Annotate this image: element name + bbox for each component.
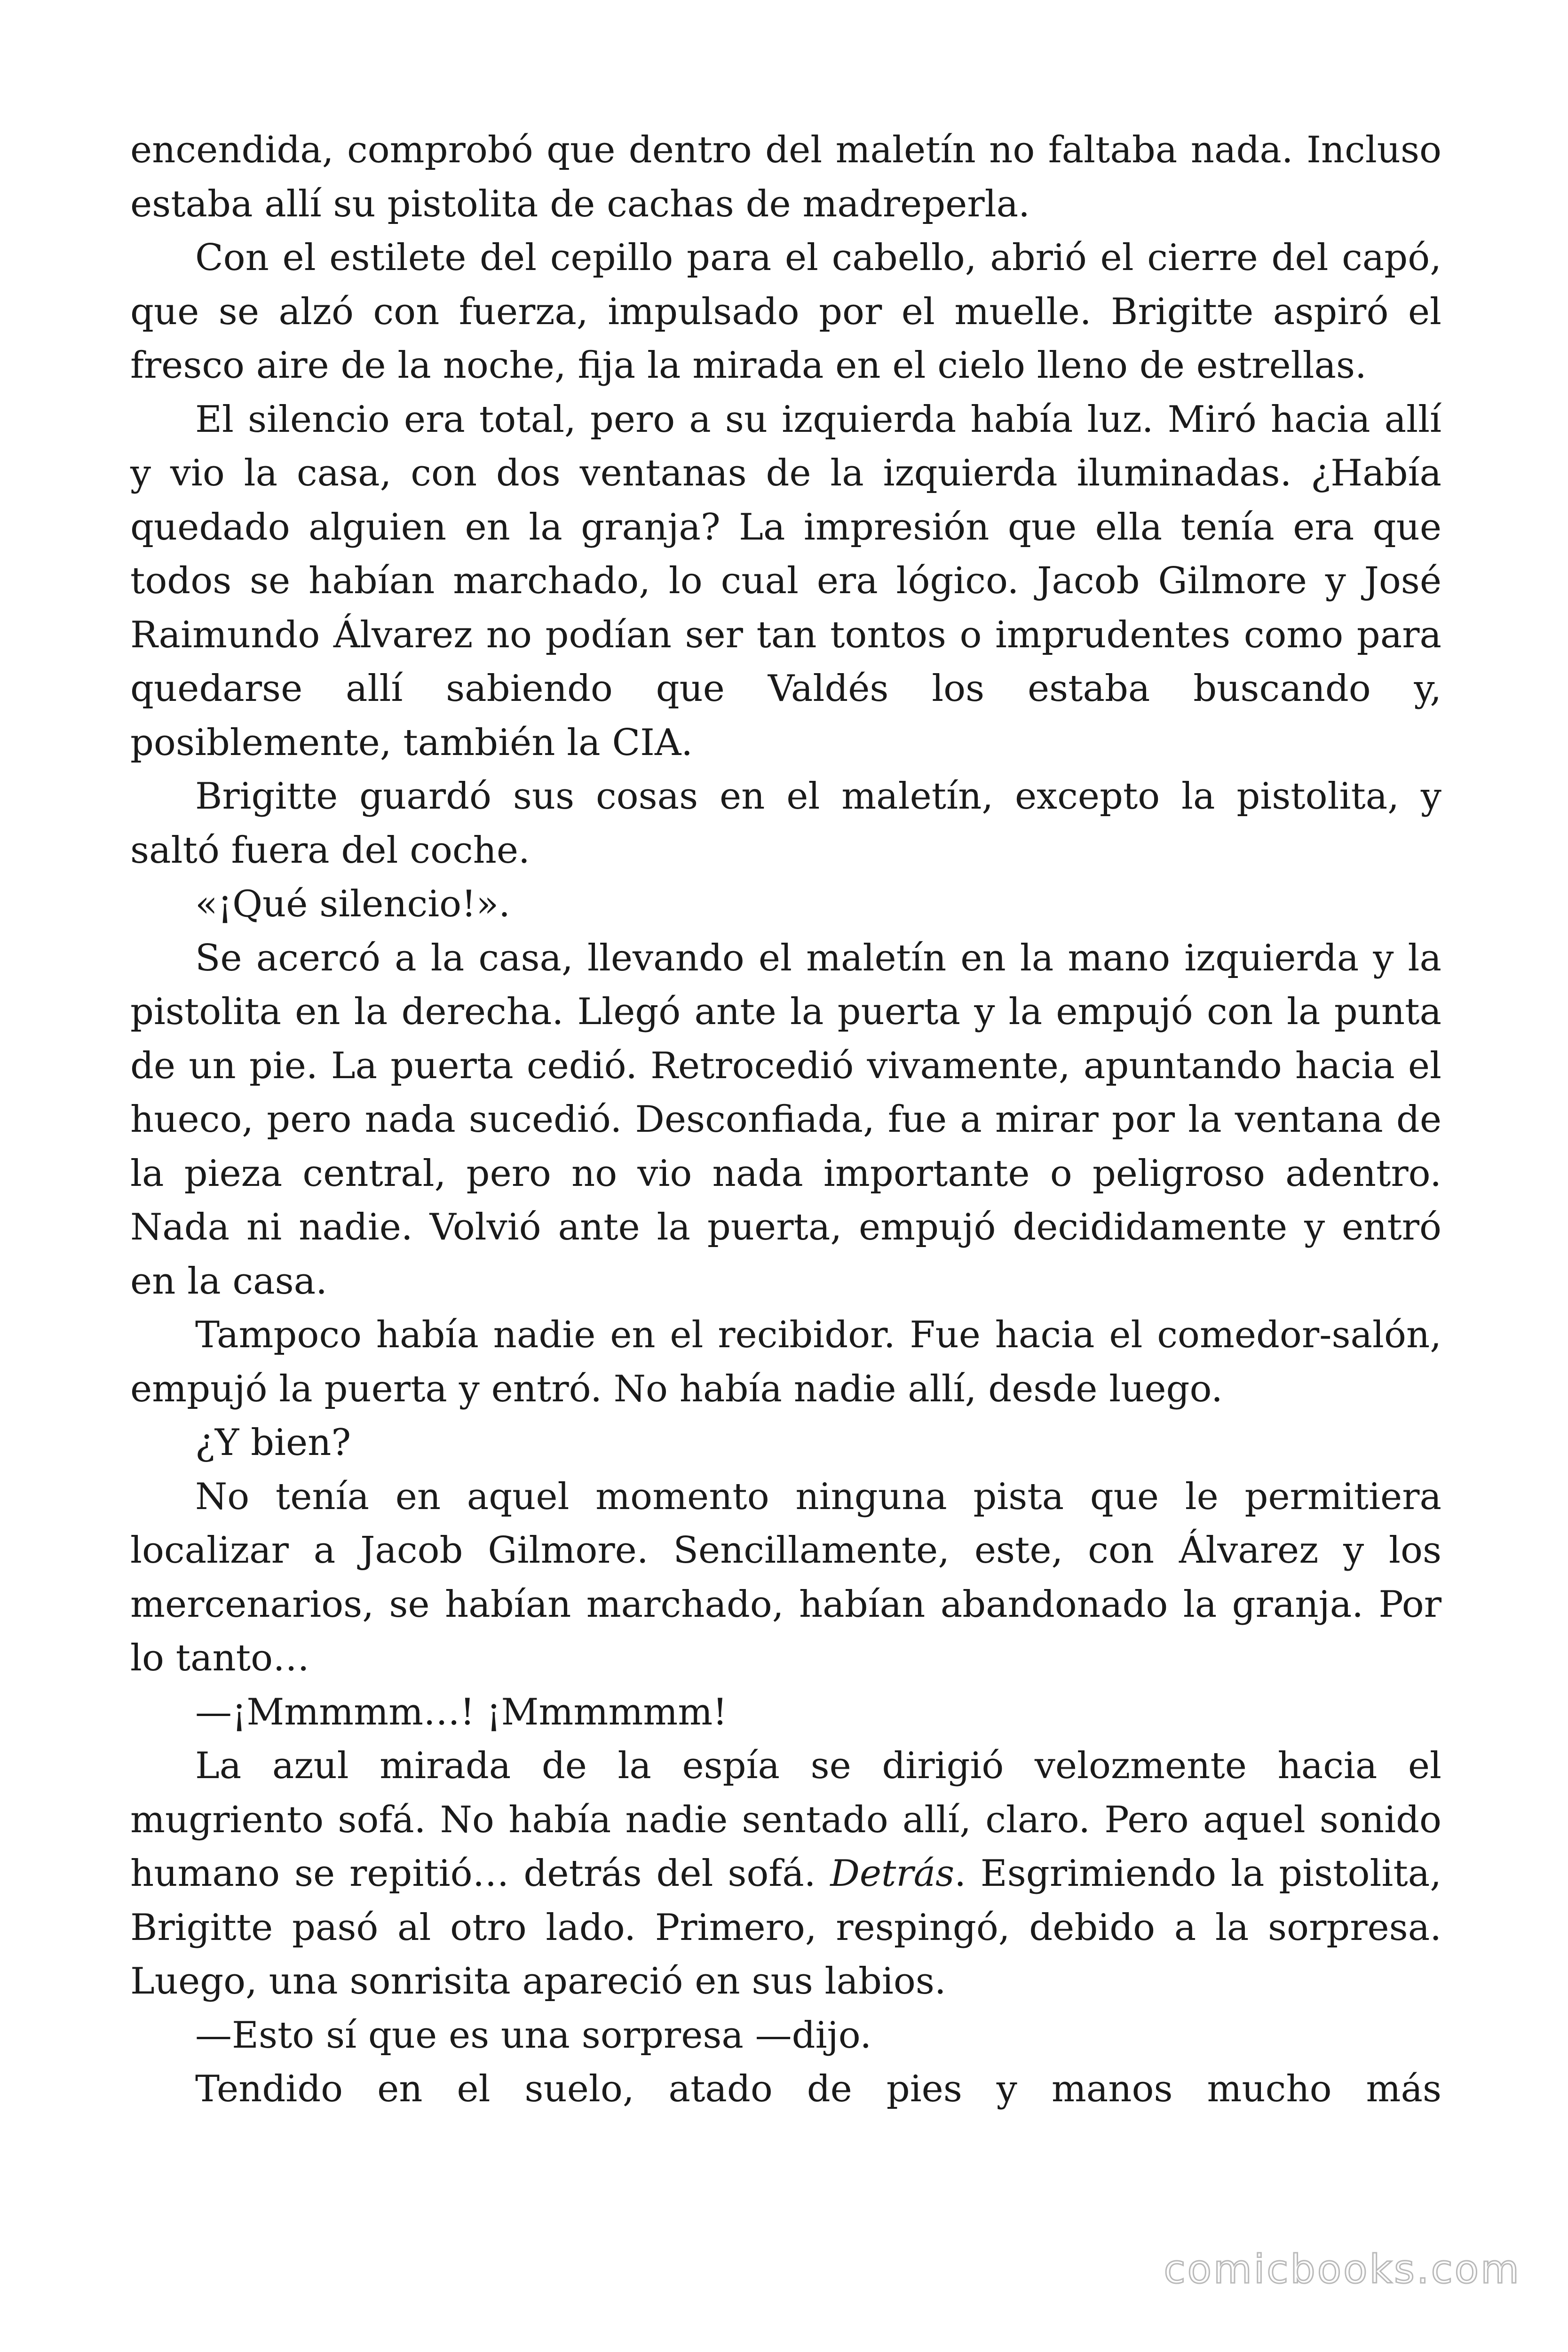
paragraph: Se acercó a la casa, llevando el maletín en la mano izquierda y la pistolita en la derecha. Llegó ante la puerta y la empujó con la punta de un pie. La puerta cedió. Retrocedió vivamente, apuntando hacia el hueco, pero nada sucedió. Desconfiada, fue a mirar por la ventana de la pieza central, pero no vio nada importante o peligroso adentro. Nada ni nadie. Volvió ante la puerta, empujó decididamente y entró en la casa. <box>130 937 1441 1303</box>
paragraph-question: ¿Y bien? <box>195 1422 351 1464</box>
watermark: comicbooks.com <box>1164 2246 1521 2292</box>
paragraph: Brigitte guardó sus cosas en el maletín, excepto la pistolita, y saltó fuera del coche. <box>130 775 1441 872</box>
paragraph: El silencio era total, pero a su izquierda había luz. Miró hacia allí y vio la casa, con dos ventanas de la izquierda iluminadas. ¿Había quedado alguien en la granja? La impresión que ella tenía era que todos se habían marchado, lo cual era lógico. Jacob Gilmore y José Raimundo Álvarez no podían ser tan tontos o imprudentes como para quedarse allí sabiendo que Valdés los estaba buscando y, posiblemente, también la CIA. <box>130 398 1441 764</box>
paragraph-text-before: La azul mirada de la espía se dirigió velozmente hacia el mugriento sofá. No había nadie sentado allí, claro. Pero aquel sonido humano se repitió… detrás del sofá. <box>130 1745 1441 1895</box>
paragraph-continues: Tendido en el suelo, atado de pies y manos mucho más <box>195 2068 1441 2110</box>
paragraph: Con el estilete del cepillo para el cabello, abrió el cierre del capó, que se alzó con fuerza, impulsado por el muelle. Brigitte aspiró el fresco aire de la noche, fija la mirada en el cielo lleno de estrellas. <box>130 237 1441 387</box>
paragraph-continuation: encendida, comprobó que dentro del maletín no faltaba nada. Incluso estaba allí su pistolita de cachas de madreperla. <box>130 129 1441 225</box>
paragraph-dialogue: —Esto sí que es una sorpresa —dijo. <box>195 2014 872 2057</box>
paragraph: No tenía en aquel momento ninguna pista que le permitiera localizar a Jacob Gilmore. Sencillamente, este, con Álvarez y los mercenarios, se habían marchado, habían abandonado la granja. Por lo tanto… <box>130 1475 1441 1679</box>
emphasis-text: Detrás <box>830 1852 955 1895</box>
paragraph <box>130 1739 1441 2009</box>
paragraph-text-after: . Esgrimiendo la pistolita, Brigitte pasó al otro lado. Primero, respingó, debido a la sorpresa. Luego, una sonrisita apareció en sus labios. <box>130 1852 1441 2002</box>
page-body <box>130 123 1441 2116</box>
paragraph: Tampoco había nadie en el recibidor. Fue hacia el comedor-salón, empujó la puerta y entró. No había nadie allí, desde luego. <box>130 1314 1441 1410</box>
paragraph-thought: «¡Qué silencio!». <box>195 883 510 925</box>
paragraph-dialogue: —¡Mmmmm…! ¡Mmmmmm! <box>195 1691 728 1733</box>
